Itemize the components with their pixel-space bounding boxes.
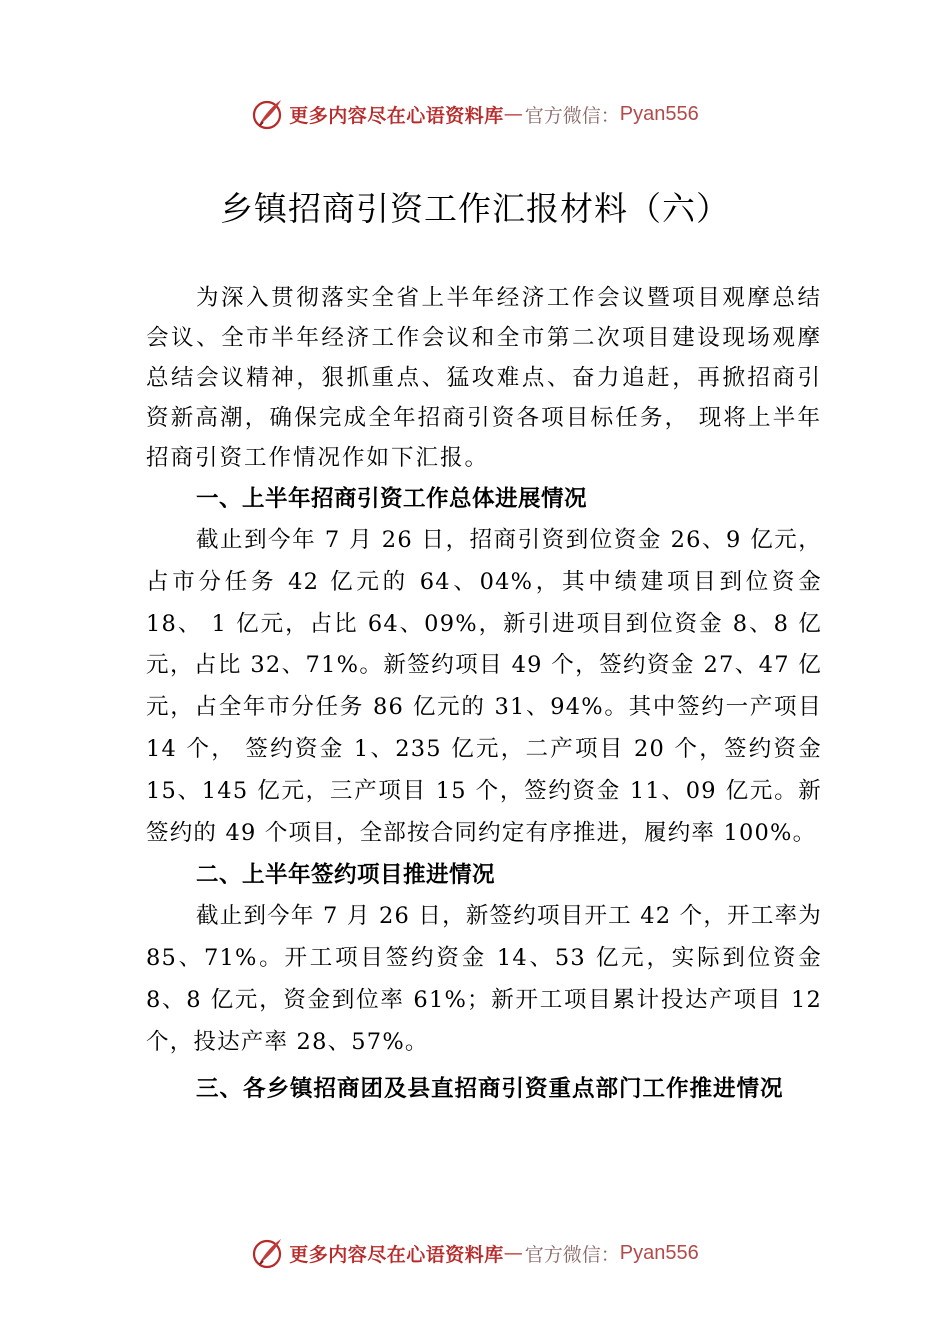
section-2-paragraph: 截止到今年 7 月 26 日，新签约项目开工 42 个，开工率为 85、71%。开工项目签约资金 14、53 亿元，实际到位资金 8、8 亿元，资金到位率 61%；新开工项目累计投达产项目 12 个，投达产率 28、57%。 xyxy=(146,903,822,1055)
document-body xyxy=(146,278,822,1110)
watermark-site-name: 更多内容尽在心语资料库 xyxy=(289,1243,504,1266)
watermark-dash: — xyxy=(503,1242,523,1264)
watermark-wechat-id: Pyan556 xyxy=(619,1241,699,1264)
section-2-heading: 二、上半年签约项目推进情况 xyxy=(196,862,496,888)
intro-paragraph: 为深入贯彻落实全省上半年经济工作会议暨项目观摩总结会议、全市半年经济工作会议和全市第二次项目建设现场观摩总结会议精神，狠抓重点、猛攻难点、奋力追赶，再掀招商引资新高潮，确保完成全年招商引资各项目标任务， 现将上半年招商引资工作情况作如下汇报。 xyxy=(146,285,822,471)
document-title: 乡镇招商引资工作汇报材料（六） xyxy=(220,189,730,228)
watermark-wechat-label: 官方微信： xyxy=(524,104,620,127)
section-1-heading: 一、上半年招商引资工作总体进展情况 xyxy=(196,486,588,511)
watermark-banner-bottom xyxy=(0,1233,950,1273)
section-3-heading: 三、各乡镇招商团及县直招商引资重点部门工作推进情况 xyxy=(196,1075,784,1101)
watermark-dash: — xyxy=(503,103,523,125)
quill-pen-logo-icon xyxy=(251,97,285,131)
section-1-paragraph: 截止到今年 7 月 26 日，招商引资到位资金 26、9 亿元， 占市分任务 42 亿元的 64、04%，其中绩建项目到位资金 18、 1 亿元，占比 64、09%，新引进项目到位资金 8、8 亿元，占比 32、71%。新签约项目 49 个，签约资金 27、47 亿元，占全年市分任务 86 亿元的 31、94%。其中签约一产项目 14 个， 签约资金 1、235 亿元，二产项目 20 个，签约资金 15、145 亿元，三产项目 15 个，签约资金 11、09 亿元。新签约的 49 个项目，全部按合同约定有序推进，履约率 100%。 xyxy=(146,527,822,846)
watermark-banner-top xyxy=(0,94,950,134)
quill-pen-logo-icon xyxy=(251,1236,285,1270)
watermark-wechat-id: Pyan556 xyxy=(619,102,699,125)
watermark-site-name: 更多内容尽在心语资料库 xyxy=(289,104,504,127)
watermark-wechat-label: 官方微信： xyxy=(524,1243,620,1266)
